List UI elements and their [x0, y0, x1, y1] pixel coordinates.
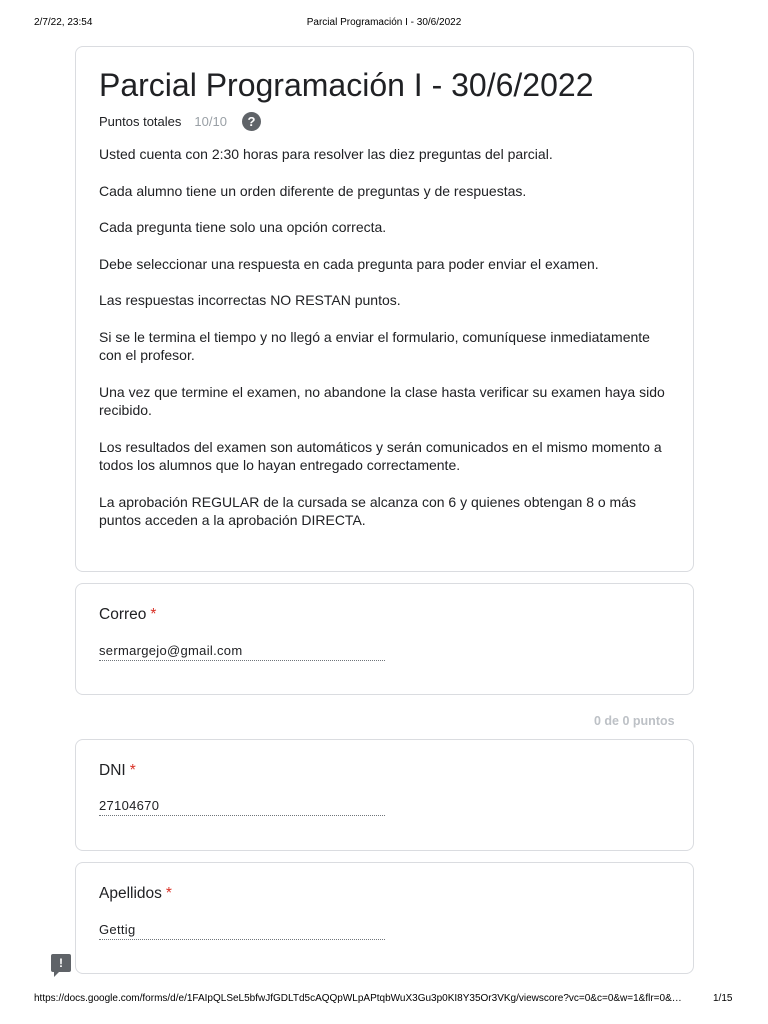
print-page-title: Parcial Programación I - 30/6/2022 — [306, 17, 462, 28]
required-asterisk: * — [129, 762, 136, 779]
description-paragraph: Si se le termina el tiempo y no llegó a enviar el formulario, comuníquese inmediatamente con el profesor. — [99, 328, 650, 363]
required-asterisk: * — [165, 885, 172, 902]
print-header — [0, 17, 768, 31]
question-dni — [75, 739, 694, 851]
description-paragraph: Las respuestas incorrectas NO RESTAN puntos. — [99, 292, 401, 308]
description-paragraph: Cada alumno tiene un orden diferente de preguntas y de respuestas. — [99, 182, 527, 199]
question-circle-icon[interactable]: ? — [242, 112, 261, 131]
print-url: https://docs.google.com/forms/d/e/1FAIpQLSeL5bfwJfGDLTd5cAQQpWLpAPtqbWuX3Gu3p0KI8Y35Or3VKg/viewscore?vc=0&c=0&w=1&flr=0&… — [34, 993, 682, 1004]
points-value: 10/10 — [194, 113, 227, 129]
question-label — [99, 762, 136, 780]
form-header-card — [75, 46, 694, 572]
description-paragraph: La aprobación REGULAR de la cursada se alcanza con 6 y quienes obtengan 8 o más puntos acceden a la aprobación DIRECTA. — [99, 493, 637, 528]
required-asterisk: * — [150, 606, 157, 623]
description-paragraph: Cada pregunta tiene solo una opción correcta. — [99, 219, 387, 235]
total-points — [99, 110, 261, 132]
print-footer — [0, 993, 768, 1007]
description-paragraph: Debe seleccionar una respuesta en cada pregunta para poder enviar el examen. — [99, 255, 599, 272]
description-paragraph: Usted cuenta con 2:30 horas para resolver las diez preguntas del parcial. — [99, 146, 553, 162]
description-paragraph: Los resultados del examen son automáticos y serán comunicados en el mismo momento a todos los alumnos que lo hayan entregado correctamente. — [99, 438, 662, 473]
question-label-text: DNI — [99, 762, 126, 779]
question-email — [75, 583, 694, 695]
form-description — [99, 145, 674, 548]
question-apellidos — [75, 862, 694, 974]
feedback-icon[interactable]: ! — [51, 954, 71, 972]
points-label: Puntos totales — [99, 113, 182, 129]
description-paragraph: Una vez que termine el examen, no abandone la clase hasta verificar su examen haya sido recibido. — [99, 383, 665, 418]
email-answer: sermargejo@gmail.com — [99, 643, 385, 661]
dni-answer: 27104670 — [99, 798, 385, 816]
question-score: 0 de 0 puntos — [594, 714, 675, 728]
question-label-text: Correo — [99, 606, 147, 623]
question-label — [99, 606, 156, 624]
question-label — [99, 885, 172, 903]
apellidos-answer: Gettig — [99, 922, 385, 940]
question-label-text: Apellidos — [99, 885, 162, 902]
page-number: 1/15 — [713, 993, 733, 1004]
print-date: 2/7/22, 23:54 — [34, 17, 93, 28]
form-title: Parcial Programación I - 30/6/2022 — [99, 67, 594, 103]
